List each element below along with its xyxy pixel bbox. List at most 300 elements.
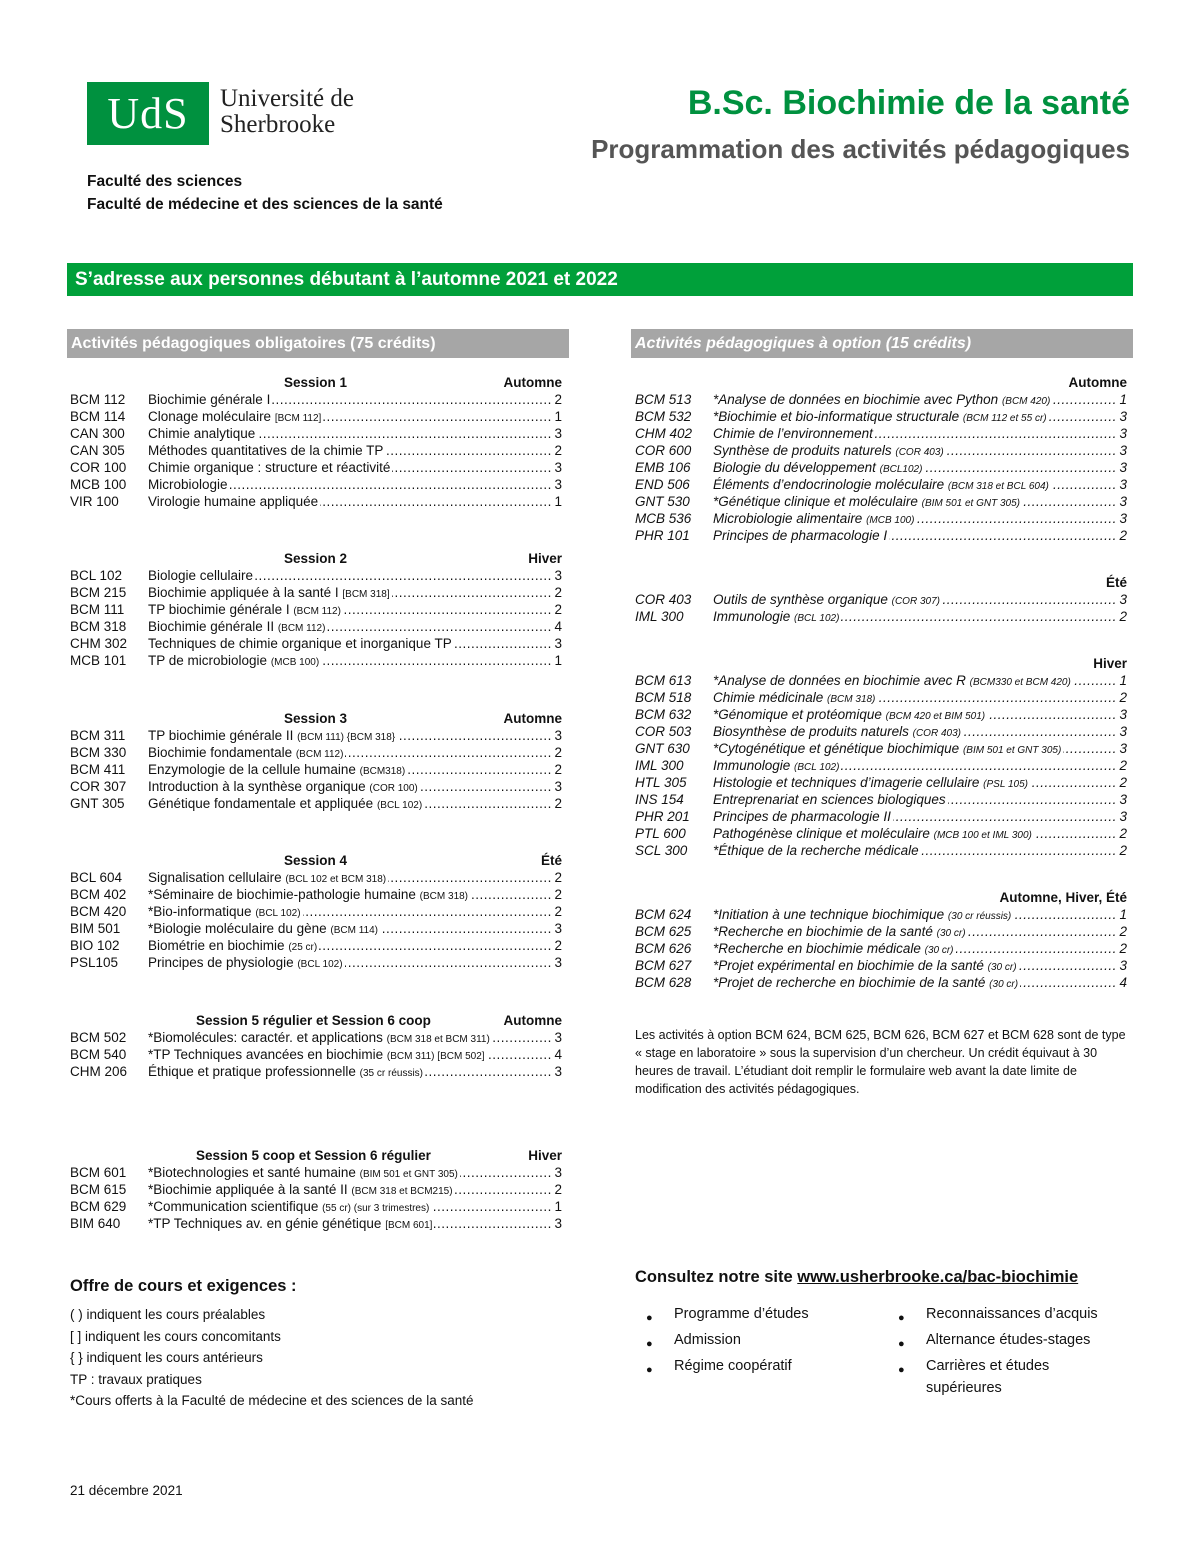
course-code: GNT 530	[635, 494, 690, 509]
course-code: BCM 624	[635, 907, 692, 922]
course-code: BCL 102	[70, 568, 123, 583]
course-credits: 3	[554, 477, 562, 492]
bullet-icon: ●	[898, 1312, 905, 1324]
session-header	[70, 1147, 562, 1164]
option-group	[635, 574, 1127, 625]
course-prereq: [BCM 318]	[342, 589, 390, 600]
stage-note: Les activités à option BCM 624, BCM 625, BCM 626, BCM 627 et BCM 628 sont de type « stage en laboratoire » sous la supervision d’un chercheur. Un crédit équivaut à 30 heures de travail. L’étudiant doit remplir le formulaire web avant la date limite de modification des activités pédagogiques.	[635, 1028, 1126, 1096]
course-row	[70, 1198, 562, 1215]
course-row	[70, 442, 562, 459]
course-code: PTL 600	[635, 826, 686, 841]
course-name: Microbiologie alimentaire (MCB 100) .....	[713, 510, 1117, 527]
course-name: *Biochimie appliquée à la santé II (BCM 318 et BCM215) .....	[148, 1181, 552, 1198]
course-credits: 2	[1119, 775, 1127, 790]
course-prereq: (BCL 102)	[794, 762, 840, 773]
course-row	[70, 744, 562, 761]
course-row	[635, 408, 1127, 425]
course-name: Biochimie fondamentale (BCM 112) .....	[148, 744, 552, 761]
session-season: Été	[540, 853, 562, 868]
link-reconnaissances[interactable]: Reconnaissances d’acquis	[926, 1306, 1098, 1322]
course-row	[70, 1029, 562, 1046]
course-code: BIO 102	[70, 938, 120, 953]
course-name: Éléments d’endocrinologie moléculaire (BCM 318 et BCL 604) .....	[713, 476, 1117, 493]
course-code: BIM 640	[70, 1216, 121, 1231]
option-season: Automne, Hiver, Été	[999, 890, 1127, 905]
university-name-line2: Sherbrooke	[220, 111, 336, 138]
course-code: BCM 111	[70, 602, 125, 617]
course-name: *Projet de recherche en biochimie de la santé (30 cr) .....	[713, 974, 1117, 991]
course-credits: 2	[554, 1182, 562, 1197]
option-group-header	[635, 889, 1127, 906]
course-credits: 1	[554, 494, 562, 509]
course-credits: 2	[1119, 528, 1127, 543]
course-code: HTL 305	[635, 775, 687, 790]
course-code: BCM 540	[70, 1047, 127, 1062]
course-name: *Recherche en biochimie médicale (30 cr) .....	[713, 940, 1117, 957]
course-credits: 2	[554, 602, 562, 617]
course-code: VIR 100	[70, 494, 119, 509]
course-credits: 3	[554, 728, 562, 743]
course-row	[70, 493, 562, 510]
course-credits: 3	[554, 568, 562, 583]
session-name: Session 3	[284, 711, 348, 726]
course-code: IML 300	[635, 758, 684, 773]
session-header	[70, 374, 562, 391]
course-row	[70, 425, 562, 442]
course-credits: 2	[1119, 941, 1127, 956]
course-credits: 3	[554, 1165, 562, 1180]
course-credits: 3	[554, 460, 562, 475]
document-date: 21 décembre 2021	[70, 1483, 183, 1498]
course-prereq: (BCL 102 et BCM 318)	[285, 874, 387, 885]
course-credits: 3	[554, 1064, 562, 1079]
course-credits: 3	[554, 426, 562, 441]
course-row	[635, 808, 1127, 825]
option-group	[635, 889, 1127, 991]
course-row	[70, 652, 562, 669]
course-credits: 2	[1119, 690, 1127, 705]
course-credits: 2	[554, 392, 562, 407]
course-name: Techniques de chimie organique et inorganique TP .....	[148, 635, 552, 652]
option-group-header	[635, 574, 1127, 591]
course-row	[635, 757, 1127, 774]
option-season: Automne	[1068, 375, 1127, 390]
course-row	[70, 886, 562, 903]
course-prereq: (BCM 112)	[293, 606, 341, 617]
bullet-icon: ●	[898, 1338, 905, 1350]
course-code: COR 307	[70, 779, 127, 794]
course-row	[635, 442, 1127, 459]
session-block	[70, 852, 562, 971]
course-name: Chimie médicinale (BCM 318) .....	[713, 689, 1117, 706]
university-name	[220, 86, 354, 138]
course-code: CHM 206	[70, 1064, 128, 1079]
course-prereq: (BCL 102)	[255, 908, 301, 919]
course-code: BCM 420	[70, 904, 127, 919]
course-name: *Séminaire de biochimie-pathologie humaine (BCM 318) .....	[148, 886, 552, 903]
course-prereq: (COR 307)	[891, 596, 940, 607]
course-credits: 3	[1119, 477, 1127, 492]
course-code: BCM 318	[70, 619, 127, 634]
audience-banner: S’adresse aux personnes débutant à l’automne 2021 et 2022	[67, 263, 1133, 296]
course-credits: 2	[554, 443, 562, 458]
course-row	[70, 937, 562, 954]
course-code: PSL105	[70, 955, 119, 970]
course-code: GNT 630	[635, 741, 690, 756]
course-code: EMB 106	[635, 460, 691, 475]
course-row	[70, 727, 562, 744]
course-code: BCM 311	[70, 728, 126, 743]
course-prereq: (COR 403)	[912, 728, 961, 739]
course-row	[635, 723, 1127, 740]
course-code: CHM 402	[635, 426, 693, 441]
course-name: *Projet expérimental en biochimie de la santé (30 cr) .....	[713, 957, 1117, 974]
course-code: BCM 625	[635, 924, 692, 939]
course-credits: 4	[554, 619, 562, 634]
course-prereq: (BCM 318 et BCM215)	[351, 1186, 453, 1197]
course-name: Entreprenariat en sciences biologiques .....	[713, 791, 1117, 808]
course-credits: 3	[1119, 592, 1127, 607]
course-row	[635, 825, 1127, 842]
course-prereq: (BCL 102)	[297, 959, 343, 970]
course-credits: 2	[554, 904, 562, 919]
course-row	[70, 954, 562, 971]
course-name: *Initiation à une technique biochimique (30 cr réussis) .....	[713, 906, 1117, 923]
course-code: BCM 632	[635, 707, 692, 722]
course-prereq: (30 cr)	[924, 945, 954, 956]
course-code: BCM 114	[70, 409, 126, 424]
bullet-icon: ●	[646, 1364, 653, 1376]
legend-item: { } indiquent les cours antérieurs	[70, 1350, 263, 1365]
faculty-sciences: Faculté des sciences	[87, 173, 243, 190]
course-credits: 1	[554, 1199, 562, 1214]
course-prereq: (35 cr réussis)	[359, 1068, 424, 1079]
course-name: Introduction à la synthèse organique (COR 100) .....	[148, 778, 552, 795]
course-name: TP biochimie générale II (BCM 111) {BCM 318} .....	[148, 727, 552, 744]
course-row	[635, 493, 1127, 510]
legend-title: Offre de cours et exigences :	[70, 1277, 297, 1295]
course-row	[70, 1063, 562, 1080]
course-name: Chimie organique : structure et réactivité .....	[148, 459, 552, 476]
course-prereq: (MCB 100 et IML 300)	[933, 830, 1032, 841]
course-row	[635, 923, 1127, 940]
course-credits: 3	[1119, 724, 1127, 739]
course-row	[635, 706, 1127, 723]
course-code: CHM 302	[70, 636, 128, 651]
course-name: Enzymologie de la cellule humaine (BCM318) .....	[148, 761, 552, 778]
course-row	[70, 476, 562, 493]
session-season: Automne	[503, 375, 562, 390]
course-prereq: (BCM318)	[359, 766, 406, 777]
course-name: Biologie du développement (BCL102) .....	[713, 459, 1117, 476]
session-name: Session 5 coop et Session 6 régulier	[196, 1148, 431, 1163]
course-prereq: (BCL 102)	[794, 613, 840, 624]
course-credits: 3	[1119, 460, 1127, 475]
course-code: BCM 626	[635, 941, 692, 956]
course-prereq: (30 cr)	[987, 962, 1017, 973]
course-code: BCM 615	[70, 1182, 127, 1197]
course-row	[70, 601, 562, 618]
course-row	[635, 591, 1127, 608]
course-row	[70, 795, 562, 812]
page-subtitle: Programmation des activités pédagogiques	[591, 134, 1130, 164]
session-season: Automne	[503, 711, 562, 726]
faculty-medecine: Faculté de médecine et des sciences de la santé	[87, 196, 443, 213]
course-row	[635, 476, 1127, 493]
page-title: B.Sc. Biochimie de la santé	[687, 84, 1130, 122]
session-block	[70, 550, 562, 669]
course-code: BCM 601	[70, 1165, 127, 1180]
course-name: Synthèse de produits naturels (COR 403) .....	[713, 442, 1117, 459]
course-credits: 3	[554, 921, 562, 936]
legend-item: ( ) indiquent les cours préalables	[70, 1307, 266, 1322]
course-code: BCM 513	[635, 392, 692, 407]
course-credits: 3	[1119, 511, 1127, 526]
course-name: *Analyse de données en biochimie avec Python (BCM 420) .....	[713, 391, 1117, 408]
course-name: Histologie et techniques d’imagerie cellulaire (PSL 105) .....	[713, 774, 1117, 791]
course-name: *Génomique et protéomique (BCM 420 et BIM 501) .....	[713, 706, 1117, 723]
course-credits: 2	[554, 585, 562, 600]
course-row	[635, 672, 1127, 689]
course-name: *Cytogénétique et génétique biochimique (BIM 501 et GNT 305) .....	[713, 740, 1117, 757]
course-credits: 2	[1119, 924, 1127, 939]
course-credits: 3	[1119, 741, 1127, 756]
course-credits: 2	[554, 870, 562, 885]
course-code: BCM 112	[70, 392, 126, 407]
course-prereq: (BCM 420)	[1001, 396, 1051, 407]
course-prereq: [BCM 112]	[274, 413, 322, 424]
course-code: BCM 215	[70, 585, 127, 600]
course-credits: 2	[554, 762, 562, 777]
course-credits: 3	[554, 1030, 562, 1045]
course-name: Principes de physiologie (BCL 102) .....	[148, 954, 552, 971]
course-row	[635, 940, 1127, 957]
course-row	[635, 974, 1127, 991]
course-credits: 3	[1119, 809, 1127, 824]
course-prereq: (25 cr)	[288, 942, 318, 953]
course-name: Virologie humaine appliquée .....	[148, 493, 552, 510]
course-prereq: (BCL102)	[879, 464, 923, 475]
course-code: BCM 613	[635, 673, 692, 688]
course-name: Principes de pharmacologie I .....	[713, 527, 1117, 544]
course-code: BCM 532	[635, 409, 692, 424]
course-row	[70, 391, 562, 408]
course-code: BCM 627	[635, 958, 692, 973]
course-name: Biologie cellulaire .....	[148, 567, 552, 584]
session-block	[70, 1012, 562, 1080]
course-credits: 2	[554, 796, 562, 811]
course-credits: 2	[554, 938, 562, 953]
session-block	[70, 710, 562, 812]
course-credits: 3	[554, 1216, 562, 1231]
course-name: Biochimie générale II (BCM 112) .....	[148, 618, 552, 635]
session-name: Session 5 régulier et Session 6 coop	[196, 1013, 431, 1028]
course-prereq: (BCL 102)	[376, 800, 423, 811]
course-row	[635, 740, 1127, 757]
course-prereq: (BCM330 et BCM 420)	[969, 677, 1071, 688]
course-credits: 3	[1119, 958, 1127, 973]
course-credits: 2	[554, 887, 562, 902]
course-credits: 2	[1119, 843, 1127, 858]
course-credits: 1	[1119, 392, 1127, 407]
option-group-header	[635, 374, 1127, 391]
course-prereq: (30 cr)	[989, 979, 1019, 990]
session-name: Session 4	[284, 853, 348, 868]
course-name: *Biologie moléculaire du gène (BCM 114) .....	[148, 920, 552, 937]
course-row	[70, 1181, 562, 1198]
optional-heading: Activités pédagogiques à option (15 crédits)	[631, 329, 1133, 358]
course-row	[70, 1215, 562, 1232]
session-header	[70, 1012, 562, 1029]
course-credits: 1	[1119, 673, 1127, 688]
course-credits: 1	[554, 409, 562, 424]
course-prereq: (BIM 501 et GNT 305)	[921, 498, 1020, 509]
course-name: Signalisation cellulaire (BCL 102 et BCM 318) .....	[148, 869, 552, 886]
mandatory-heading: Activités pédagogiques obligatoires (75 crédits)	[67, 329, 569, 358]
course-code: IML 300	[635, 609, 684, 624]
course-row	[635, 391, 1127, 408]
course-prereq: (COR 100)	[369, 783, 418, 794]
bullet-icon: ●	[646, 1312, 653, 1324]
course-row	[70, 761, 562, 778]
course-credits: 4	[1119, 975, 1127, 990]
link-programme[interactable]: Programme d’études	[674, 1306, 809, 1322]
option-group	[635, 655, 1127, 859]
faculty-block	[87, 170, 443, 216]
course-name: Outils de synthèse organique (COR 307) .....	[713, 591, 1117, 608]
course-prereq: (30 cr)	[936, 928, 966, 939]
course-name: *Génétique clinique et moléculaire (BIM 501 et GNT 305) .....	[713, 493, 1117, 510]
course-name: TP de microbiologie (MCB 100) .....	[148, 652, 552, 669]
course-code: CAN 300	[70, 426, 125, 441]
consult-label: Consultez notre site	[635, 1268, 798, 1286]
course-credits: 3	[554, 955, 562, 970]
course-code: SCL 300	[635, 843, 688, 858]
course-row	[635, 510, 1127, 527]
course-credits: 4	[554, 1047, 562, 1062]
course-row	[635, 842, 1127, 859]
link-carrieres-cont[interactable]: supérieures	[926, 1380, 1002, 1396]
course-name: Pathogénèse clinique et moléculaire (MCB 100 et IML 300) .....	[713, 825, 1117, 842]
course-credits: 2	[554, 745, 562, 760]
consult-site	[635, 1268, 1078, 1287]
course-row	[70, 903, 562, 920]
course-row	[635, 957, 1127, 974]
session-name: Session 2	[284, 551, 348, 566]
course-code: COR 403	[635, 592, 692, 607]
link-alternance[interactable]: Alternance études-stages	[926, 1332, 1091, 1348]
course-name: *Biochimie et bio-informatique structurale (BCM 112 et 55 cr) .....	[713, 408, 1117, 425]
course-row	[70, 920, 562, 937]
session-name: Session 1	[284, 375, 348, 390]
link-admission[interactable]: Admission	[674, 1332, 741, 1348]
course-credits: 3	[554, 636, 562, 651]
course-credits: 2	[1119, 826, 1127, 841]
course-prereq: (PSL 105)	[983, 779, 1028, 790]
course-code: PHR 201	[635, 809, 690, 824]
course-code: BCM 628	[635, 975, 692, 990]
course-row	[70, 459, 562, 476]
course-credits: 2	[1119, 609, 1127, 624]
bullet-icon: ●	[646, 1338, 653, 1350]
course-code: COR 600	[635, 443, 692, 458]
course-row	[70, 635, 562, 652]
bullet-icon: ●	[898, 1364, 905, 1376]
course-row	[635, 425, 1127, 442]
course-prereq: (BCM 111) {BCM 318}	[297, 732, 396, 743]
website-link[interactable]: www.usherbrooke.ca/bac-biochimie	[797, 1268, 1079, 1286]
course-row	[70, 567, 562, 584]
option-group	[635, 374, 1127, 544]
course-name: *Recherche en biochimie de la santé (30 cr) .....	[713, 923, 1117, 940]
course-prereq: (BCM 318 et BCM 311)	[386, 1034, 490, 1045]
course-prereq: (BCM 112)	[277, 623, 326, 634]
course-name: *Analyse de données en biochimie avec R (BCM330 et BCM 420) .....	[713, 672, 1117, 689]
course-name: Biochimie générale I .....	[148, 391, 552, 408]
course-name: Microbiologie .....	[148, 476, 552, 493]
course-code: GNT 305	[70, 796, 125, 811]
course-prereq: (BCM 112 et 55 cr)	[962, 413, 1047, 424]
course-name: TP biochimie générale I (BCM 112) .....	[148, 601, 552, 618]
course-code: COR 503	[635, 724, 692, 739]
option-season: Été	[1105, 575, 1127, 590]
legend-item: [ ] indiquent les cours concomitants	[70, 1328, 281, 1344]
course-credits: 3	[1119, 707, 1127, 722]
course-name: *Communication scientifique (55 cr) (sur 3 trimestres) .....	[148, 1198, 552, 1215]
course-name: *TP Techniques av. en génie génétique [BCM 601] .....	[148, 1215, 552, 1232]
course-row	[70, 778, 562, 795]
course-credits: 3	[554, 779, 562, 794]
option-season: Hiver	[1093, 656, 1127, 671]
course-name: *TP Techniques avancées en biochimie (BCM 311) [BCM 502] .....	[148, 1046, 552, 1063]
session-season: Hiver	[528, 1148, 562, 1163]
link-carrieres[interactable]: Carrières et études	[926, 1358, 1050, 1374]
course-name: Biosynthèse de produits naturels (COR 403) .....	[713, 723, 1117, 740]
course-row	[635, 791, 1127, 808]
course-prereq: (MCB 100)	[866, 515, 915, 526]
course-prereq: (BIM 501 et GNT 305)	[962, 745, 1062, 756]
course-name: Génétique fondamentale et appliquée (BCL 102) .....	[148, 795, 552, 812]
course-code: BCM 402	[70, 887, 127, 902]
course-name: *Éthique de la recherche médicale .....	[713, 842, 1117, 859]
course-code: PHR 101	[635, 528, 690, 543]
course-code: BCM 518	[635, 690, 692, 705]
course-credits: 1	[554, 653, 562, 668]
legend-item: *Cours offerts à la Faculté de médecine et des sciences de la santé	[70, 1393, 474, 1408]
course-name: Immunologie (BCL 102) .....	[713, 757, 1117, 774]
course-code: MCB 101	[70, 653, 127, 668]
course-credits: 1	[1119, 907, 1127, 922]
course-code: BCM 629	[70, 1199, 127, 1214]
course-code: MCB 536	[635, 511, 692, 526]
course-prereq: (BCM 318)	[419, 891, 469, 902]
course-row	[70, 618, 562, 635]
course-row	[70, 408, 562, 425]
session-block	[70, 1147, 562, 1232]
course-row	[70, 869, 562, 886]
course-name: Éthique et pratique professionnelle (35 cr réussis) .....	[148, 1063, 552, 1080]
course-name: Chimie analytique .....	[148, 425, 552, 442]
course-prereq: (BCM 318 et BCL 604)	[947, 481, 1049, 492]
link-cooperatif[interactable]: Régime coopératif	[674, 1358, 792, 1374]
course-code: BCL 604	[70, 870, 123, 885]
course-row	[635, 774, 1127, 791]
course-name: *Biotechnologies et santé humaine (BIM 501 et GNT 305) .....	[148, 1164, 552, 1181]
course-credits: 3	[1119, 426, 1127, 441]
course-row	[70, 1046, 562, 1063]
session-header	[70, 852, 562, 869]
course-code: COR 100	[70, 460, 127, 475]
